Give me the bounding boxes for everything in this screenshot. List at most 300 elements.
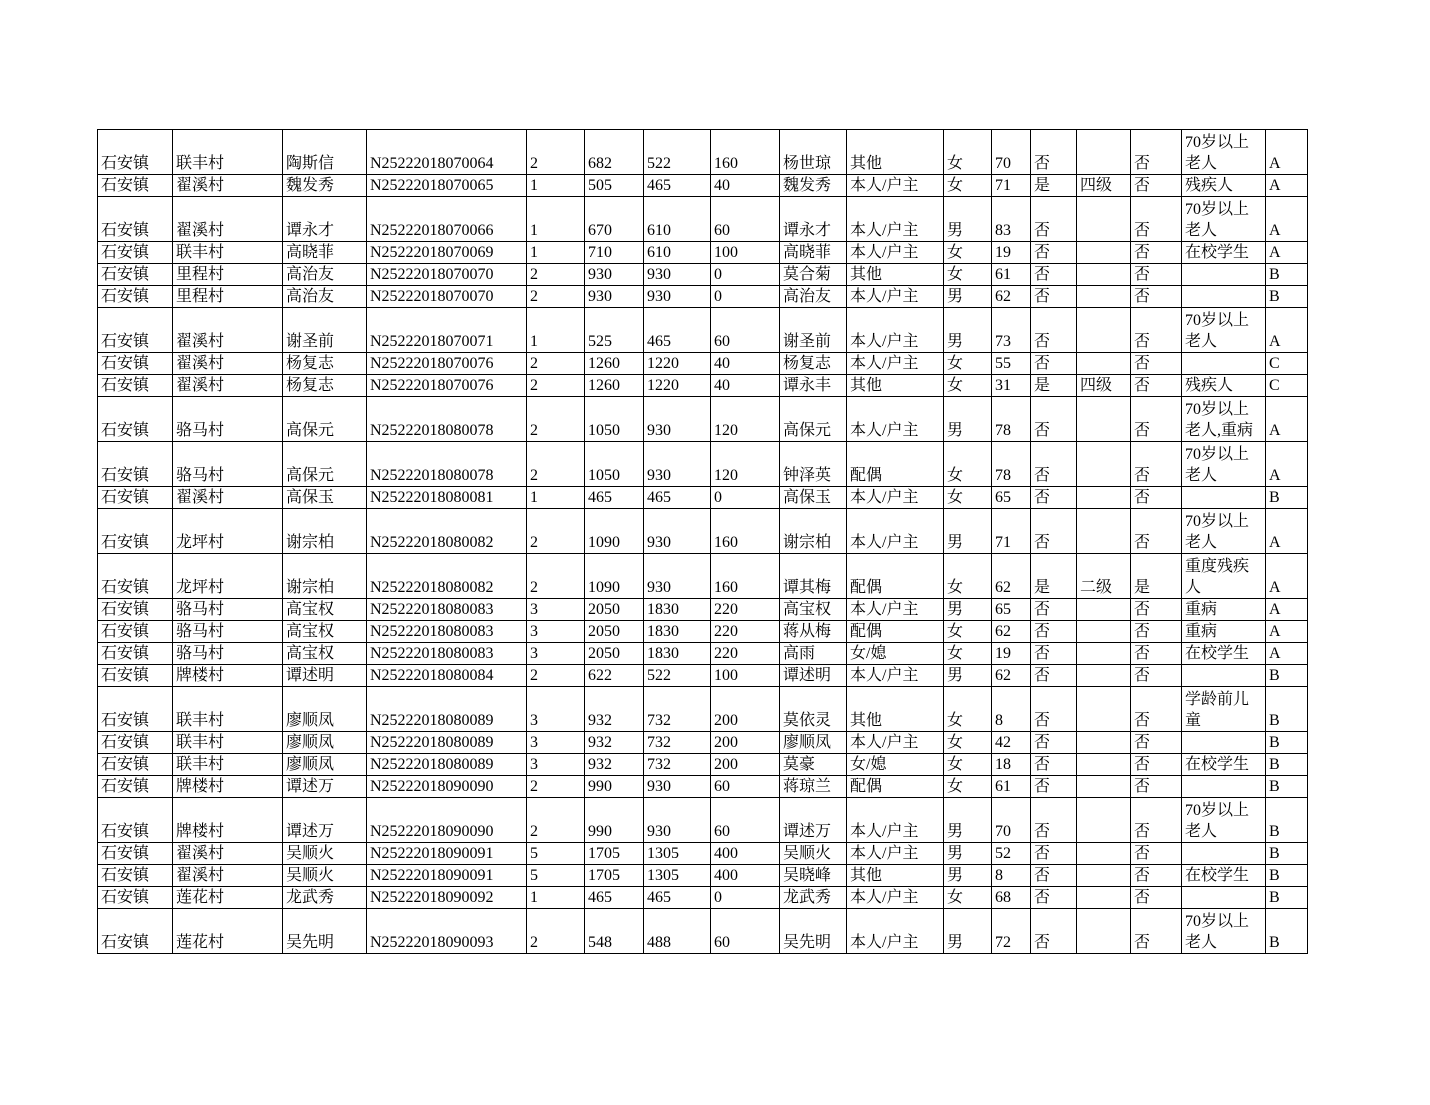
cell-village: 莲花村: [173, 909, 283, 954]
cell-severe-disabled: 否: [1131, 621, 1182, 643]
cell-disability-level: [1077, 887, 1131, 909]
table-row: [98, 843, 1308, 865]
cell-income-b: 100: [711, 665, 780, 687]
cell-household-id: N25222018070064: [367, 130, 527, 175]
cell-family-size: 3: [527, 599, 585, 621]
cell-member-name: 莫依灵: [780, 687, 847, 732]
cell-category: 重病: [1182, 599, 1266, 621]
cell-severe-disabled: 否: [1131, 776, 1182, 798]
cell-grade: A: [1266, 175, 1308, 197]
cell-relation: 本人/户主: [847, 197, 944, 242]
cell-disabled: 否: [1031, 732, 1077, 754]
cell-member-name: 蒋琼兰: [780, 776, 847, 798]
cell-member-name: 钟泽英: [780, 442, 847, 487]
cell-severe-disabled: 否: [1131, 264, 1182, 286]
cell-category: [1182, 887, 1266, 909]
cell-member-name: 高雨: [780, 643, 847, 665]
cell-disability-level: [1077, 798, 1131, 843]
cell-family-size: 5: [527, 865, 585, 887]
cell-member-name: 谢圣前: [780, 308, 847, 353]
cell-town: 石安镇: [98, 643, 173, 665]
cell-village: 翟溪村: [173, 353, 283, 375]
cell-grade: A: [1266, 621, 1308, 643]
cell-total-income: 1050: [585, 397, 644, 442]
cell-gender: 男: [944, 197, 992, 242]
cell-income-a: 732: [644, 687, 711, 732]
cell-age: 62: [992, 621, 1031, 643]
cell-town: 石安镇: [98, 865, 173, 887]
cell-disabled: 否: [1031, 509, 1077, 554]
cell-grade: C: [1266, 375, 1308, 397]
cell-family-size: 1: [527, 242, 585, 264]
cell-town: 石安镇: [98, 353, 173, 375]
cell-category: [1182, 732, 1266, 754]
cell-household-id: N25222018070070: [367, 286, 527, 308]
cell-disabled: 否: [1031, 798, 1077, 843]
cell-relation: 本人/户主: [847, 487, 944, 509]
cell-grade: B: [1266, 843, 1308, 865]
cell-disabled: 否: [1031, 687, 1077, 732]
data-table: [97, 129, 1308, 954]
cell-village: 骆马村: [173, 442, 283, 487]
cell-severe-disabled: 否: [1131, 798, 1182, 843]
cell-householder: 高晓菲: [283, 242, 367, 264]
cell-income-a: 732: [644, 732, 711, 754]
cell-severe-disabled: 否: [1131, 442, 1182, 487]
cell-disability-level: [1077, 754, 1131, 776]
table-row: [98, 887, 1308, 909]
cell-age: 31: [992, 375, 1031, 397]
cell-disability-level: [1077, 264, 1131, 286]
cell-income-b: 0: [711, 264, 780, 286]
cell-income-a: 610: [644, 197, 711, 242]
cell-town: 石安镇: [98, 375, 173, 397]
cell-income-a: 488: [644, 909, 711, 954]
cell-gender: 女: [944, 175, 992, 197]
cell-town: 石安镇: [98, 509, 173, 554]
cell-total-income: 990: [585, 798, 644, 843]
cell-category: 70岁以上老人: [1182, 197, 1266, 242]
cell-gender: 男: [944, 843, 992, 865]
cell-total-income: 465: [585, 487, 644, 509]
cell-householder: 高宝权: [283, 599, 367, 621]
cell-disabled: 是: [1031, 554, 1077, 599]
table-row: [98, 776, 1308, 798]
cell-village: 联丰村: [173, 242, 283, 264]
cell-member-name: 莫豪: [780, 754, 847, 776]
cell-village: 里程村: [173, 264, 283, 286]
cell-category: 在校学生: [1182, 242, 1266, 264]
cell-severe-disabled: 否: [1131, 130, 1182, 175]
cell-gender: 男: [944, 397, 992, 442]
cell-disability-level: [1077, 843, 1131, 865]
cell-village: 翟溪村: [173, 308, 283, 353]
cell-relation: 本人/户主: [847, 509, 944, 554]
cell-member-name: 高治友: [780, 286, 847, 308]
cell-income-b: 120: [711, 397, 780, 442]
cell-gender: 男: [944, 509, 992, 554]
cell-householder: 高保元: [283, 397, 367, 442]
table-row: [98, 130, 1308, 175]
cell-relation: 本人/户主: [847, 665, 944, 687]
cell-household-id: N25222018070065: [367, 175, 527, 197]
cell-income-b: 220: [711, 621, 780, 643]
cell-income-b: 60: [711, 776, 780, 798]
cell-total-income: 622: [585, 665, 644, 687]
table-row: [98, 353, 1308, 375]
cell-householder: 杨复志: [283, 375, 367, 397]
cell-disabled: 否: [1031, 286, 1077, 308]
cell-householder: 高治友: [283, 264, 367, 286]
cell-family-size: 2: [527, 286, 585, 308]
cell-income-a: 732: [644, 754, 711, 776]
cell-disability-level: 四级: [1077, 175, 1131, 197]
cell-grade: A: [1266, 308, 1308, 353]
cell-category: 在校学生: [1182, 643, 1266, 665]
cell-family-size: 2: [527, 509, 585, 554]
cell-category: 70岁以上老人,重病: [1182, 397, 1266, 442]
cell-householder: 龙武秀: [283, 887, 367, 909]
table-row: [98, 442, 1308, 487]
cell-relation: 其他: [847, 264, 944, 286]
cell-category: 重度残疾人: [1182, 554, 1266, 599]
cell-income-a: 930: [644, 442, 711, 487]
cell-town: 石安镇: [98, 487, 173, 509]
table-row: [98, 487, 1308, 509]
cell-town: 石安镇: [98, 732, 173, 754]
cell-grade: A: [1266, 442, 1308, 487]
cell-household-id: N25222018080078: [367, 442, 527, 487]
cell-household-id: N25222018070076: [367, 375, 527, 397]
cell-income-a: 1220: [644, 353, 711, 375]
cell-village: 龙坪村: [173, 509, 283, 554]
cell-household-id: N25222018090091: [367, 865, 527, 887]
cell-town: 石安镇: [98, 776, 173, 798]
cell-member-name: 高宝权: [780, 599, 847, 621]
cell-household-id: N25222018070071: [367, 308, 527, 353]
cell-family-size: 3: [527, 621, 585, 643]
cell-family-size: 2: [527, 665, 585, 687]
cell-relation: 女/媳: [847, 754, 944, 776]
cell-town: 石安镇: [98, 264, 173, 286]
table-row: [98, 308, 1308, 353]
cell-member-name: 杨复志: [780, 353, 847, 375]
cell-family-size: 1: [527, 887, 585, 909]
cell-disabled: 否: [1031, 197, 1077, 242]
cell-disability-level: [1077, 909, 1131, 954]
cell-total-income: 930: [585, 264, 644, 286]
cell-member-name: 谢宗柏: [780, 509, 847, 554]
cell-age: 78: [992, 442, 1031, 487]
cell-severe-disabled: 否: [1131, 286, 1182, 308]
cell-household-id: N25222018080081: [367, 487, 527, 509]
cell-member-name: 高晓菲: [780, 242, 847, 264]
cell-income-a: 465: [644, 887, 711, 909]
cell-town: 石安镇: [98, 687, 173, 732]
cell-total-income: 990: [585, 776, 644, 798]
cell-grade: B: [1266, 776, 1308, 798]
cell-relation: 配偶: [847, 554, 944, 599]
cell-age: 8: [992, 865, 1031, 887]
cell-disabled: 否: [1031, 442, 1077, 487]
cell-total-income: 930: [585, 286, 644, 308]
table-row: [98, 732, 1308, 754]
cell-relation: 女/媳: [847, 643, 944, 665]
cell-householder: 廖顺凤: [283, 754, 367, 776]
cell-gender: 女: [944, 643, 992, 665]
cell-village: 翟溪村: [173, 175, 283, 197]
cell-grade: B: [1266, 798, 1308, 843]
cell-category: 70岁以上老人: [1182, 509, 1266, 554]
cell-severe-disabled: 否: [1131, 843, 1182, 865]
cell-income-a: 930: [644, 286, 711, 308]
cell-member-name: 莫合菊: [780, 264, 847, 286]
cell-disabled: 否: [1031, 264, 1077, 286]
cell-grade: A: [1266, 242, 1308, 264]
table-row: [98, 397, 1308, 442]
cell-relation: 本人/户主: [847, 599, 944, 621]
cell-severe-disabled: 否: [1131, 665, 1182, 687]
cell-income-a: 610: [644, 242, 711, 264]
cell-age: 62: [992, 286, 1031, 308]
cell-income-b: 60: [711, 308, 780, 353]
cell-gender: 女: [944, 776, 992, 798]
cell-grade: B: [1266, 264, 1308, 286]
cell-gender: 女: [944, 353, 992, 375]
cell-family-size: 1: [527, 487, 585, 509]
cell-severe-disabled: 否: [1131, 865, 1182, 887]
cell-age: 83: [992, 197, 1031, 242]
table-row: [98, 621, 1308, 643]
cell-disabled: 是: [1031, 375, 1077, 397]
cell-grade: B: [1266, 687, 1308, 732]
cell-family-size: 2: [527, 375, 585, 397]
cell-member-name: 杨世琼: [780, 130, 847, 175]
cell-grade: C: [1266, 353, 1308, 375]
cell-income-a: 465: [644, 308, 711, 353]
cell-severe-disabled: 否: [1131, 197, 1182, 242]
cell-member-name: 谭永丰: [780, 375, 847, 397]
cell-disability-level: [1077, 599, 1131, 621]
cell-grade: A: [1266, 130, 1308, 175]
cell-village: 里程村: [173, 286, 283, 308]
cell-member-name: 魏发秀: [780, 175, 847, 197]
cell-household-id: N25222018090092: [367, 887, 527, 909]
cell-gender: 男: [944, 599, 992, 621]
cell-disability-level: 四级: [1077, 375, 1131, 397]
cell-gender: 女: [944, 442, 992, 487]
cell-town: 石安镇: [98, 798, 173, 843]
cell-disability-level: [1077, 865, 1131, 887]
cell-member-name: 龙武秀: [780, 887, 847, 909]
cell-relation: 配偶: [847, 621, 944, 643]
cell-grade: A: [1266, 599, 1308, 621]
cell-gender: 女: [944, 754, 992, 776]
cell-severe-disabled: 否: [1131, 754, 1182, 776]
cell-relation: 配偶: [847, 776, 944, 798]
cell-category: 在校学生: [1182, 754, 1266, 776]
cell-village: 联丰村: [173, 687, 283, 732]
table-row: [98, 599, 1308, 621]
cell-householder: 谭述万: [283, 776, 367, 798]
cell-town: 石安镇: [98, 554, 173, 599]
cell-family-size: 5: [527, 843, 585, 865]
cell-income-a: 1830: [644, 621, 711, 643]
cell-total-income: 1260: [585, 375, 644, 397]
cell-family-size: 1: [527, 197, 585, 242]
cell-disability-level: [1077, 308, 1131, 353]
cell-town: 石安镇: [98, 887, 173, 909]
cell-householder: 廖顺凤: [283, 687, 367, 732]
table-row: [98, 643, 1308, 665]
cell-town: 石安镇: [98, 843, 173, 865]
cell-relation: 本人/户主: [847, 286, 944, 308]
cell-income-a: 465: [644, 175, 711, 197]
cell-category: [1182, 353, 1266, 375]
cell-income-b: 40: [711, 175, 780, 197]
cell-income-a: 465: [644, 487, 711, 509]
cell-income-a: 1830: [644, 599, 711, 621]
cell-income-a: 1830: [644, 643, 711, 665]
cell-total-income: 1090: [585, 509, 644, 554]
cell-village: 骆马村: [173, 643, 283, 665]
cell-category: 在校学生: [1182, 865, 1266, 887]
cell-relation: 本人/户主: [847, 308, 944, 353]
cell-grade: A: [1266, 643, 1308, 665]
cell-village: 联丰村: [173, 754, 283, 776]
table-row: [98, 798, 1308, 843]
cell-grade: B: [1266, 865, 1308, 887]
cell-total-income: 1705: [585, 843, 644, 865]
cell-category: 残疾人: [1182, 375, 1266, 397]
cell-family-size: 3: [527, 687, 585, 732]
cell-total-income: 2050: [585, 599, 644, 621]
cell-household-id: N25222018080082: [367, 554, 527, 599]
cell-village: 联丰村: [173, 130, 283, 175]
cell-disability-level: [1077, 621, 1131, 643]
cell-disability-level: [1077, 487, 1131, 509]
cell-age: 70: [992, 130, 1031, 175]
cell-category: [1182, 286, 1266, 308]
cell-family-size: 3: [527, 732, 585, 754]
cell-gender: 女: [944, 487, 992, 509]
cell-member-name: 吴顺火: [780, 843, 847, 865]
cell-disabled: 否: [1031, 887, 1077, 909]
cell-town: 石安镇: [98, 599, 173, 621]
cell-member-name: 吴晓峰: [780, 865, 847, 887]
cell-total-income: 505: [585, 175, 644, 197]
table-row: [98, 554, 1308, 599]
cell-age: 62: [992, 665, 1031, 687]
cell-category: 重病: [1182, 621, 1266, 643]
cell-age: 78: [992, 397, 1031, 442]
cell-income-b: 60: [711, 197, 780, 242]
cell-income-b: 120: [711, 442, 780, 487]
cell-householder: 谭述万: [283, 798, 367, 843]
cell-householder: 魏发秀: [283, 175, 367, 197]
cell-disabled: 否: [1031, 865, 1077, 887]
cell-disabled: 否: [1031, 776, 1077, 798]
cell-village: 翟溪村: [173, 197, 283, 242]
cell-disabled: 否: [1031, 130, 1077, 175]
cell-category: 残疾人: [1182, 175, 1266, 197]
cell-age: 42: [992, 732, 1031, 754]
cell-relation: 本人/户主: [847, 175, 944, 197]
cell-income-a: 1305: [644, 843, 711, 865]
cell-total-income: 932: [585, 754, 644, 776]
cell-household-id: N25222018080083: [367, 643, 527, 665]
cell-grade: B: [1266, 732, 1308, 754]
cell-household-id: N25222018080078: [367, 397, 527, 442]
table-row: [98, 687, 1308, 732]
cell-relation: 本人/户主: [847, 843, 944, 865]
cell-severe-disabled: 是: [1131, 554, 1182, 599]
cell-gender: 男: [944, 308, 992, 353]
cell-grade: A: [1266, 397, 1308, 442]
cell-householder: 高宝权: [283, 621, 367, 643]
cell-gender: 女: [944, 732, 992, 754]
cell-age: 73: [992, 308, 1031, 353]
cell-member-name: 谭述明: [780, 665, 847, 687]
cell-grade: B: [1266, 487, 1308, 509]
cell-category: 70岁以上老人: [1182, 798, 1266, 843]
cell-household-id: N25222018070070: [367, 264, 527, 286]
cell-member-name: 廖顺凤: [780, 732, 847, 754]
cell-age: 19: [992, 643, 1031, 665]
cell-severe-disabled: 否: [1131, 909, 1182, 954]
cell-householder: 杨复志: [283, 353, 367, 375]
cell-disabled: 否: [1031, 909, 1077, 954]
cell-household-id: N25222018080082: [367, 509, 527, 554]
cell-age: 18: [992, 754, 1031, 776]
cell-category: 学龄前儿童: [1182, 687, 1266, 732]
cell-disabled: 否: [1031, 308, 1077, 353]
cell-total-income: 465: [585, 887, 644, 909]
cell-disabled: 否: [1031, 621, 1077, 643]
table-row: [98, 175, 1308, 197]
cell-relation: 本人/户主: [847, 909, 944, 954]
cell-income-a: 930: [644, 798, 711, 843]
table-row: [98, 754, 1308, 776]
cell-severe-disabled: 否: [1131, 308, 1182, 353]
cell-severe-disabled: 否: [1131, 375, 1182, 397]
cell-householder: 谢圣前: [283, 308, 367, 353]
cell-relation: 其他: [847, 375, 944, 397]
table-row: [98, 286, 1308, 308]
cell-income-b: 60: [711, 798, 780, 843]
cell-gender: 男: [944, 665, 992, 687]
cell-income-a: 930: [644, 509, 711, 554]
cell-disabled: 否: [1031, 397, 1077, 442]
cell-income-a: 1220: [644, 375, 711, 397]
cell-income-a: 930: [644, 397, 711, 442]
cell-total-income: 525: [585, 308, 644, 353]
cell-age: 65: [992, 487, 1031, 509]
cell-severe-disabled: 否: [1131, 175, 1182, 197]
cell-village: 牌楼村: [173, 665, 283, 687]
cell-age: 70: [992, 798, 1031, 843]
cell-householder: 吴先明: [283, 909, 367, 954]
cell-total-income: 1260: [585, 353, 644, 375]
cell-gender: 女: [944, 375, 992, 397]
cell-category: [1182, 264, 1266, 286]
cell-family-size: 2: [527, 554, 585, 599]
cell-total-income: 1050: [585, 442, 644, 487]
cell-category: 70岁以上老人: [1182, 909, 1266, 954]
cell-member-name: 谭其梅: [780, 554, 847, 599]
cell-income-b: 0: [711, 887, 780, 909]
cell-disability-level: [1077, 509, 1131, 554]
